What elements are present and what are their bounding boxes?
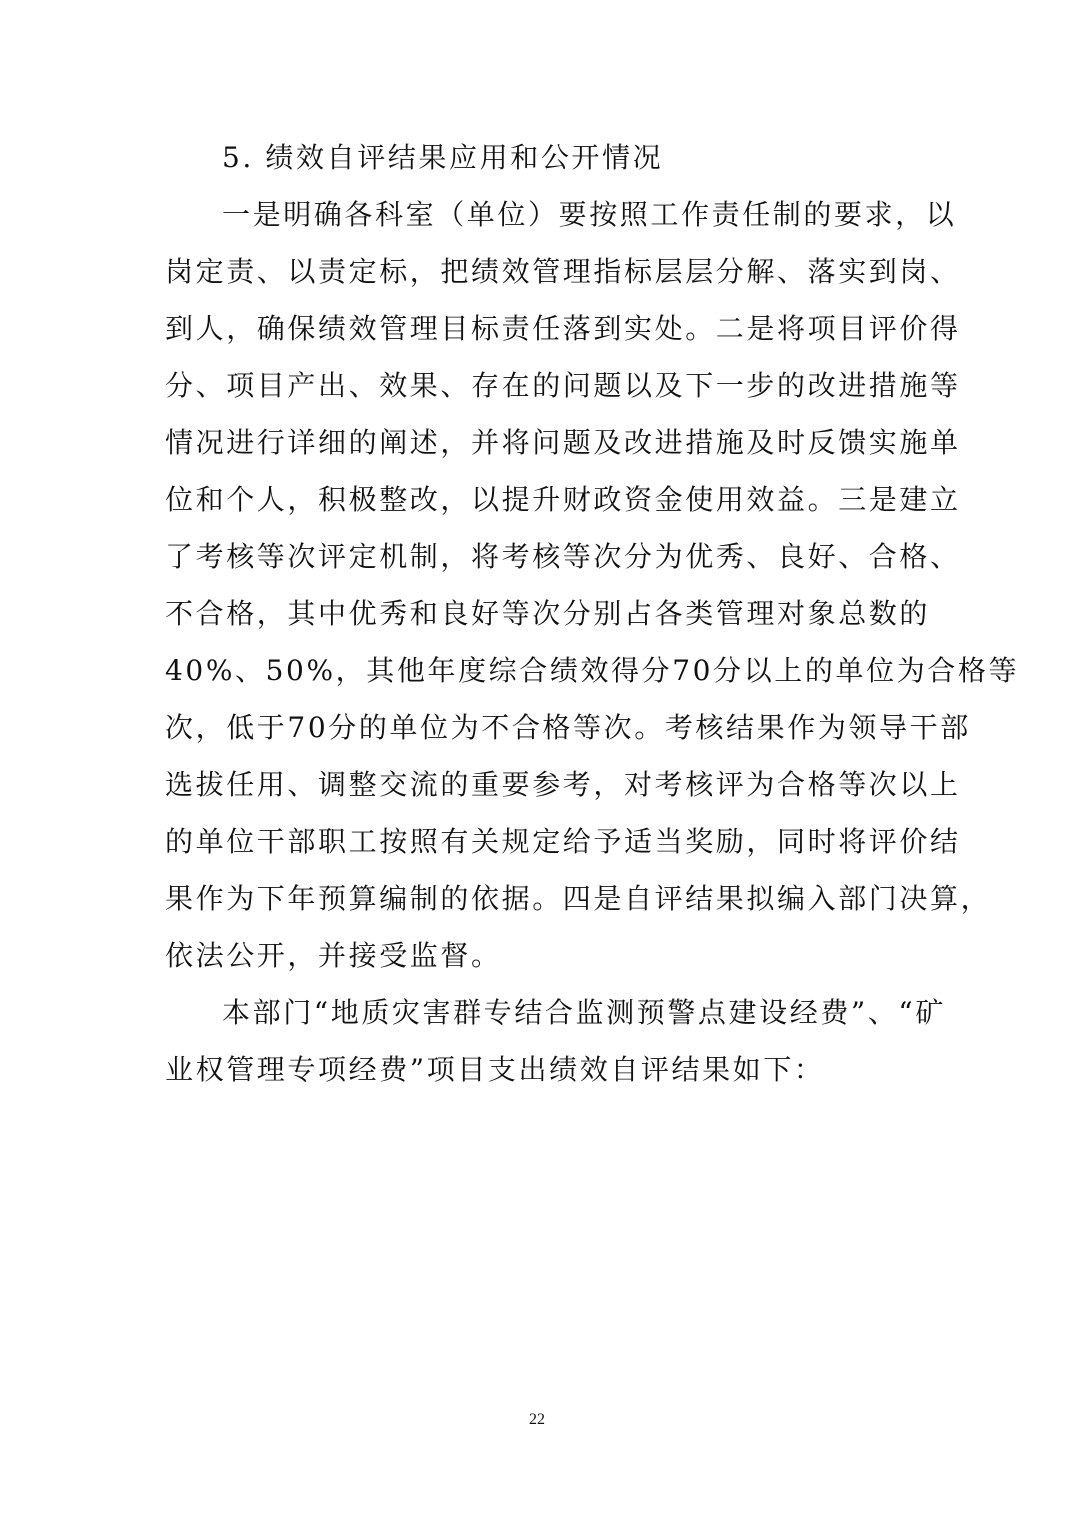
paragraph-line: 到人，确保绩效管理目标责任落到实处。二是将项目评价得 [165,312,961,345]
paragraph-line: 依法公开，并接受监督。 [165,939,502,972]
paragraph-line: 选拔任用、调整交流的重要参考，对考核评为合格等次以上 [165,768,961,801]
paragraph-line: 位和个人，积极整改，以提升财政资金使用效益。三是建立 [165,483,961,516]
paragraph-line: 果作为下年预算编制的依据。四是自评结果拟编入部门决算， [165,882,992,915]
paragraph-line: 情况进行详细的阐述，并将问题及改进措施及时反馈实施单 [165,426,961,459]
paragraph-line: 的单位干部职工按照有关规定给予适当奖励，同时将评价结 [165,825,961,858]
paragraph-line: 本部门“地质灾害群专结合监测预警点建设经费”、“矿 [222,996,946,1029]
paragraph-line: 分、项目产出、效果、存在的问题以及下一步的改进措施等 [165,369,961,402]
paragraph-line: 40%、50%，其他年度综合绩效得分70分以上的单位为合格等 [165,654,1020,687]
paragraph-line: 不合格，其中优秀和良好等次分别占各类管理对象总数的 [165,597,931,630]
paragraph-line: 了考核等次评定机制，将考核等次分为优秀、良好、合格、 [165,540,961,573]
paragraph-line: 业权管理专项经费”项目支出绩效自评结果如下： [165,1053,825,1086]
section-heading: 5. 绩效自评结果应用和公开情况 [222,141,664,174]
paragraph-line: 一是明确各科室（单位）要按照工作责任制的要求，以 [222,198,957,231]
paragraph-line: 岗定责、以责定标，把绩效管理指标层层分解、落实到岗、 [165,255,961,288]
page-number: 22 [529,1411,545,1428]
paragraph-line: 次，低于70分的单位为不合格等次。考核结果作为领导干部 [165,711,971,744]
